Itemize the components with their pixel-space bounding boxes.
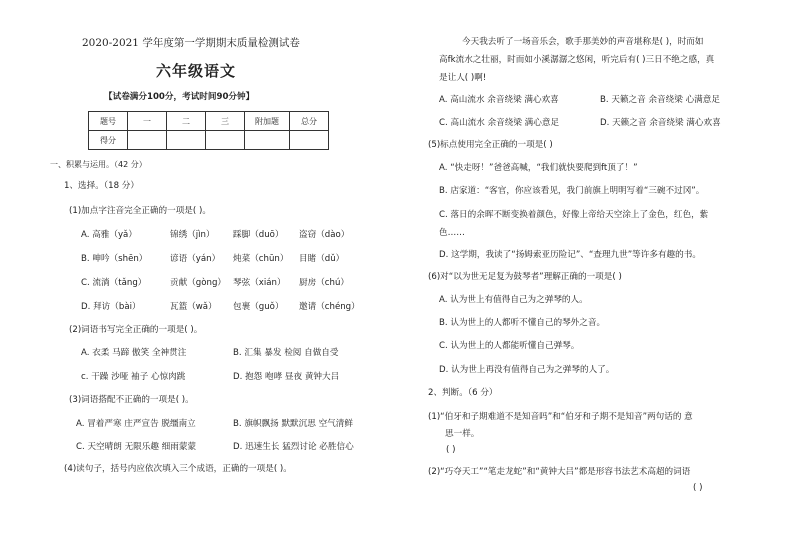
q1-1-option-a-2: 锦绣（jìn）: [170, 230, 215, 240]
q1-1-option-b-1: B. 呻吟（shēn）: [81, 254, 148, 264]
q1-1-option-a-1: A. 高雅（yǎ）: [81, 230, 137, 240]
q6-option-d: D. 认为世上再没有值得自己为之弹琴的人了。: [439, 365, 615, 375]
score-row-label: 得分: [89, 131, 128, 150]
judge-2-line-1: (2)“巧夺天工”“笔走龙蛇”和“黄钟大吕”都是形容书法艺术高超的词语: [428, 467, 691, 477]
q1-1-option-b-3: 炖菜（chūn）: [233, 254, 289, 264]
q1-2-option-b: B. 汇集 暴发 检阅 自做自受: [233, 348, 339, 358]
q4-option-d: D. 天籁之音 余音绕梁 满心欢喜: [600, 118, 721, 128]
score-table: [88, 111, 329, 150]
q1-1-option-c-2: 贡献（gòng）: [170, 278, 226, 288]
q1-3-option-d: D. 迅速生长 猛烈讨论 必胜信心: [233, 442, 354, 452]
score-cell: [167, 131, 206, 150]
exam-info: 【试卷满分100分，考试时间90分钟】: [104, 92, 255, 102]
passage-line-3: 是让人( )啊!: [439, 73, 487, 83]
section-1-heading: 一、积累与运用。（42 分）: [50, 160, 147, 169]
q5-stem: (5)标点使用完全正确的一项是( ): [428, 140, 553, 150]
q1-1-option-b-2: 谚语（yán）: [170, 254, 221, 264]
subject-title: 六年级语文: [156, 62, 237, 80]
q1-1-option-d-1: D. 拜访（bài）: [81, 302, 141, 312]
q5-option-c-line-1: C. 落日的余晖不断变换着颜色，好像上帝给天空涂上了金色，红色，紫: [439, 210, 709, 220]
q1-1-option-c-1: C. 流淌（tǎng）: [81, 278, 147, 288]
q1-4-stem: (4)读句子，括号内应依次填入三个成语，正确的一项是( )。: [64, 464, 292, 474]
passage-line-1: 今天我去听了一场音乐会，歌手那美妙的声音堪称是( )，时而如: [462, 37, 704, 47]
score-table-score-row: [89, 131, 329, 150]
score-cell: [245, 131, 290, 150]
q6-option-c: C. 认为世上的人都能听懂自己弹琴。: [439, 341, 580, 351]
q1-2-option-a: A. 衣柔 马蹄 傲笑 全神贯注: [81, 348, 187, 358]
score-header-cell: 二: [167, 112, 206, 131]
exam-header-title: 2020-2021 学年度第一学期期末质量检测试卷: [82, 37, 300, 49]
q1-2-option-c: c. 干躁 沙哑 袖子 心惊肉跳: [81, 372, 186, 382]
q1-1-option-b-4: 目睹（dǔ）: [299, 254, 345, 264]
q6-stem: (6)对“以为世无足复为鼓琴者”理解正确的一项是( ): [428, 272, 622, 282]
q5-option-d: D. 这学期，我读了“扬姆索亚历险记”、“查理九世”等许多有趣的书。: [439, 250, 701, 260]
q5-option-c-line-2: 色……: [439, 228, 465, 238]
q4-option-c: C. 高山流水 余音绕梁 满心意足: [439, 118, 560, 128]
q1-3-option-b: B. 旗帜飘扬 默默沉思 空气清鲜: [233, 419, 353, 429]
passage-line-2: 高fk流水之壮丽，时而如小溪潺潺之悠闲，听完后有( )三日不绝之感，真: [439, 55, 715, 65]
q5-option-a: A. “快走呀！”爸爸高喊，“我们就快要爬到ft顶了！”: [439, 163, 638, 173]
q1-heading: 1、选择。（18 分）: [64, 181, 139, 191]
q1-3-option-c: C. 天空晴朗 无限乐趣 细雨蒙蒙: [76, 442, 197, 452]
score-header-cell: 题号: [89, 112, 128, 131]
q6-option-b: B. 认为世上的人都听不懂自己的琴外之音。: [439, 318, 606, 328]
score-header-cell: 一: [128, 112, 167, 131]
judge-1-line-1: (1)“伯牙和子期难道不是知音吗”和“伯牙和子期不是知音”两句话的 意: [428, 412, 693, 422]
q1-3-option-a: A. 冒着严寒 庄严宣告 脱缰南立: [76, 419, 196, 429]
score-header-cell: 总分: [290, 112, 329, 131]
q1-1-stem: (1)加点字注音完全正确的一项是( )。: [69, 206, 211, 216]
q1-2-stem: (2)词语书写完全正确的一项是( )。: [69, 325, 203, 335]
q5-option-b: B. 店家道：“客官，你应该看见，我门前旗上明明写着“三碗不过冈”。: [439, 186, 705, 196]
score-cell: [128, 131, 167, 150]
q1-1-option-d-3: 包裹（guǒ）: [233, 302, 284, 312]
q1-2-option-d: D. 抱怨 咆哮 昼夜 黄钟大吕: [233, 372, 340, 382]
judge-1-line-2: 思一样。: [445, 429, 480, 439]
score-header-cell: 三: [206, 112, 245, 131]
q1-1-option-a-4: 盗窃（dào）: [299, 230, 350, 240]
q1-1-option-d-4: 邀请（chéng）: [299, 302, 360, 312]
judge-2-answer-paren: ( ): [693, 483, 703, 493]
q1-1-option-d-2: 瓦篮（wǎ）: [170, 302, 217, 312]
q1-1-option-a-3: 踩脚（duō）: [233, 230, 284, 240]
q4-option-a: A. 高山流水 余音绕梁 满心欢喜: [439, 95, 559, 105]
q1-3-stem: (3)词语搭配不正确的一项是( )。: [69, 395, 194, 405]
score-header-cell: 附加题: [245, 112, 290, 131]
score-cell: [290, 131, 329, 150]
score-table-header-row: [89, 112, 329, 131]
q6-option-a: A. 认为世上有值得自己为之弹琴的人。: [439, 295, 588, 305]
score-cell: [206, 131, 245, 150]
q2-heading: 2、判断。（6 分）: [428, 388, 498, 398]
q1-1-option-c-4: 厨房（chú）: [299, 278, 349, 288]
q1-1-option-c-3: 琴弦（xián）: [233, 278, 286, 288]
judge-1-answer-paren: ( ): [446, 445, 456, 455]
q4-option-b: B. 天籁之音 余音绕梁 心满意足: [600, 95, 720, 105]
